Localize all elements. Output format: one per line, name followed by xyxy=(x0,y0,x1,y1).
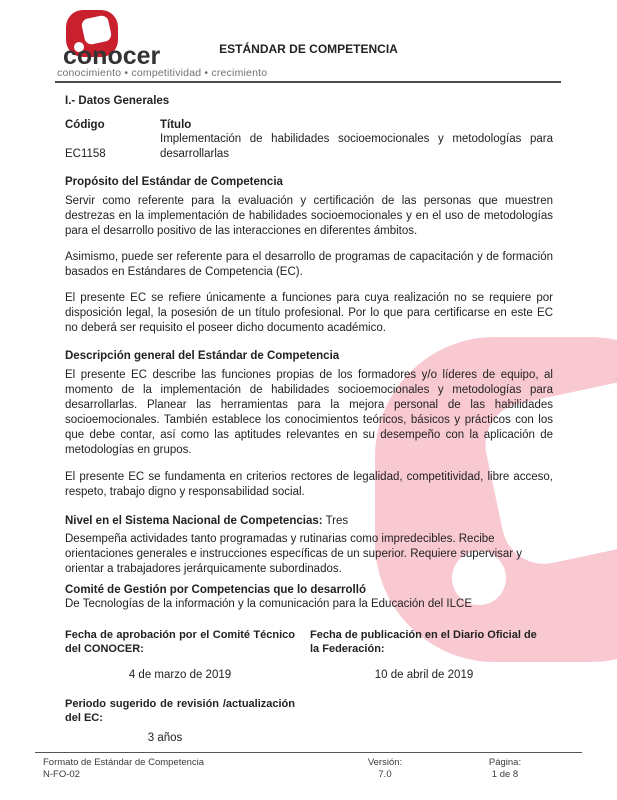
publication-date-block xyxy=(310,628,553,683)
brand-tagline: conocimiento • competitividad • crecimiento xyxy=(57,67,268,79)
title-value: Implementación de habilidades socioemocionales y metodologías para desarrollarlas xyxy=(160,133,553,160)
committee-value: De Tecnologías de la información y la comunicación para la Educación del ILCE xyxy=(65,598,472,610)
heading-proposito: Propósito del Estándar de Competencia xyxy=(65,176,283,188)
purpose-paragraph-3: El presente EC se refiere únicamente a funciones para cuya realización no se requiere por disposición legal, la posesión de un título profesional. Por lo que para certificarse en este EC no deberá ser requisito el poseer dicho documento académico. xyxy=(65,292,553,334)
committee-heading: Comité de Gestión por Competencias que lo desarrolló xyxy=(65,584,366,596)
header-rule xyxy=(55,81,561,83)
footer-format-line-2: N-FO-02 xyxy=(43,769,80,780)
purpose-paragraph-2: Asimismo, puede ser referente para el desarrollo de programas de capacitación y de formación basados en Estándares de Competencia (EC). xyxy=(65,251,553,278)
page-value: 1 de 8 xyxy=(491,769,519,780)
publication-date-value: 10 de abril de 2019 xyxy=(374,669,474,681)
logo-square-cutout xyxy=(81,14,113,45)
purpose-paragraph-1: Servir como referente para la evaluación y certificación de las personas que muestren destrezas en la implementación de habilidades socioemocionales y en el uso de metodologías para el desarrollo positivo de las interacciones en diferentes ámbitos. xyxy=(65,195,553,237)
level-line xyxy=(65,514,553,529)
footer-format-block xyxy=(43,757,204,781)
approval-date-value: 4 de marzo de 2019 xyxy=(128,669,232,681)
heading-descripcion: Descripción general del Estándar de Competencia xyxy=(65,350,340,362)
version-value: 7.0 xyxy=(378,769,392,780)
heading-datos-generales: I.- Datos Generales xyxy=(65,95,170,107)
code-label: Código xyxy=(65,119,105,131)
review-period-value: 3 años xyxy=(147,732,183,744)
level-value: Tres xyxy=(325,515,349,527)
footer-page-block xyxy=(455,757,555,781)
general-data-row xyxy=(65,118,553,162)
code-value: EC1158 xyxy=(65,148,106,160)
description-paragraph-2: El presente EC se fundamenta en criterios rectores de legalidad, competitividad, libre acceso, respeto, trabajo digno y responsabilidad social. xyxy=(65,471,553,498)
level-label: Nivel en el Sistema Nacional de Competencias: xyxy=(65,515,323,527)
version-label: Versión: xyxy=(367,757,403,768)
approval-date-block xyxy=(65,628,310,683)
footer xyxy=(35,752,582,780)
dates-row xyxy=(65,628,553,683)
document-body xyxy=(65,94,553,746)
page-label: Página: xyxy=(488,757,522,768)
title-label: Título xyxy=(160,119,192,131)
footer-format-line-1: Formato de Estándar de Competencia xyxy=(43,757,205,768)
footer-version-block xyxy=(335,757,435,781)
description-paragraph-1: El presente EC describe las funciones propias de los formadores y/o líderes de equipo, al momento de la implementación de habilidades socioemocionales y metodologías para desarrollarlas. Planear las herramientas para la mejora personal de las habilidades socioemocionales. También establece los conocimientos teóricos, básicos y prácticos con los que debe contar, así como las aptitudes relevantes en su desempeño con la aplicación de metodologías en grupos. xyxy=(65,369,553,456)
publication-date-label: Fecha de publicación en el Diario Oficial de la Federación: xyxy=(310,629,537,655)
review-period-block xyxy=(65,697,553,746)
doc-type-title: ESTÁNDAR DE COMPETENCIA xyxy=(219,42,398,56)
brand-wordmark: conocer xyxy=(63,42,161,70)
level-description: Desempeña actividades tanto programadas y rutinarias como impredecibles. Recibe orientaciones generales e instrucciones específicas de un superior. Requiere supervisar y orientar a trabajadores jerárquicamente subordinados. xyxy=(65,533,523,575)
review-period-label: Periodo sugerido de revisión /actualización del EC: xyxy=(65,698,295,724)
approval-date-label: Fecha de aprobación por el Comité Técnico del CONOCER: xyxy=(65,629,295,655)
